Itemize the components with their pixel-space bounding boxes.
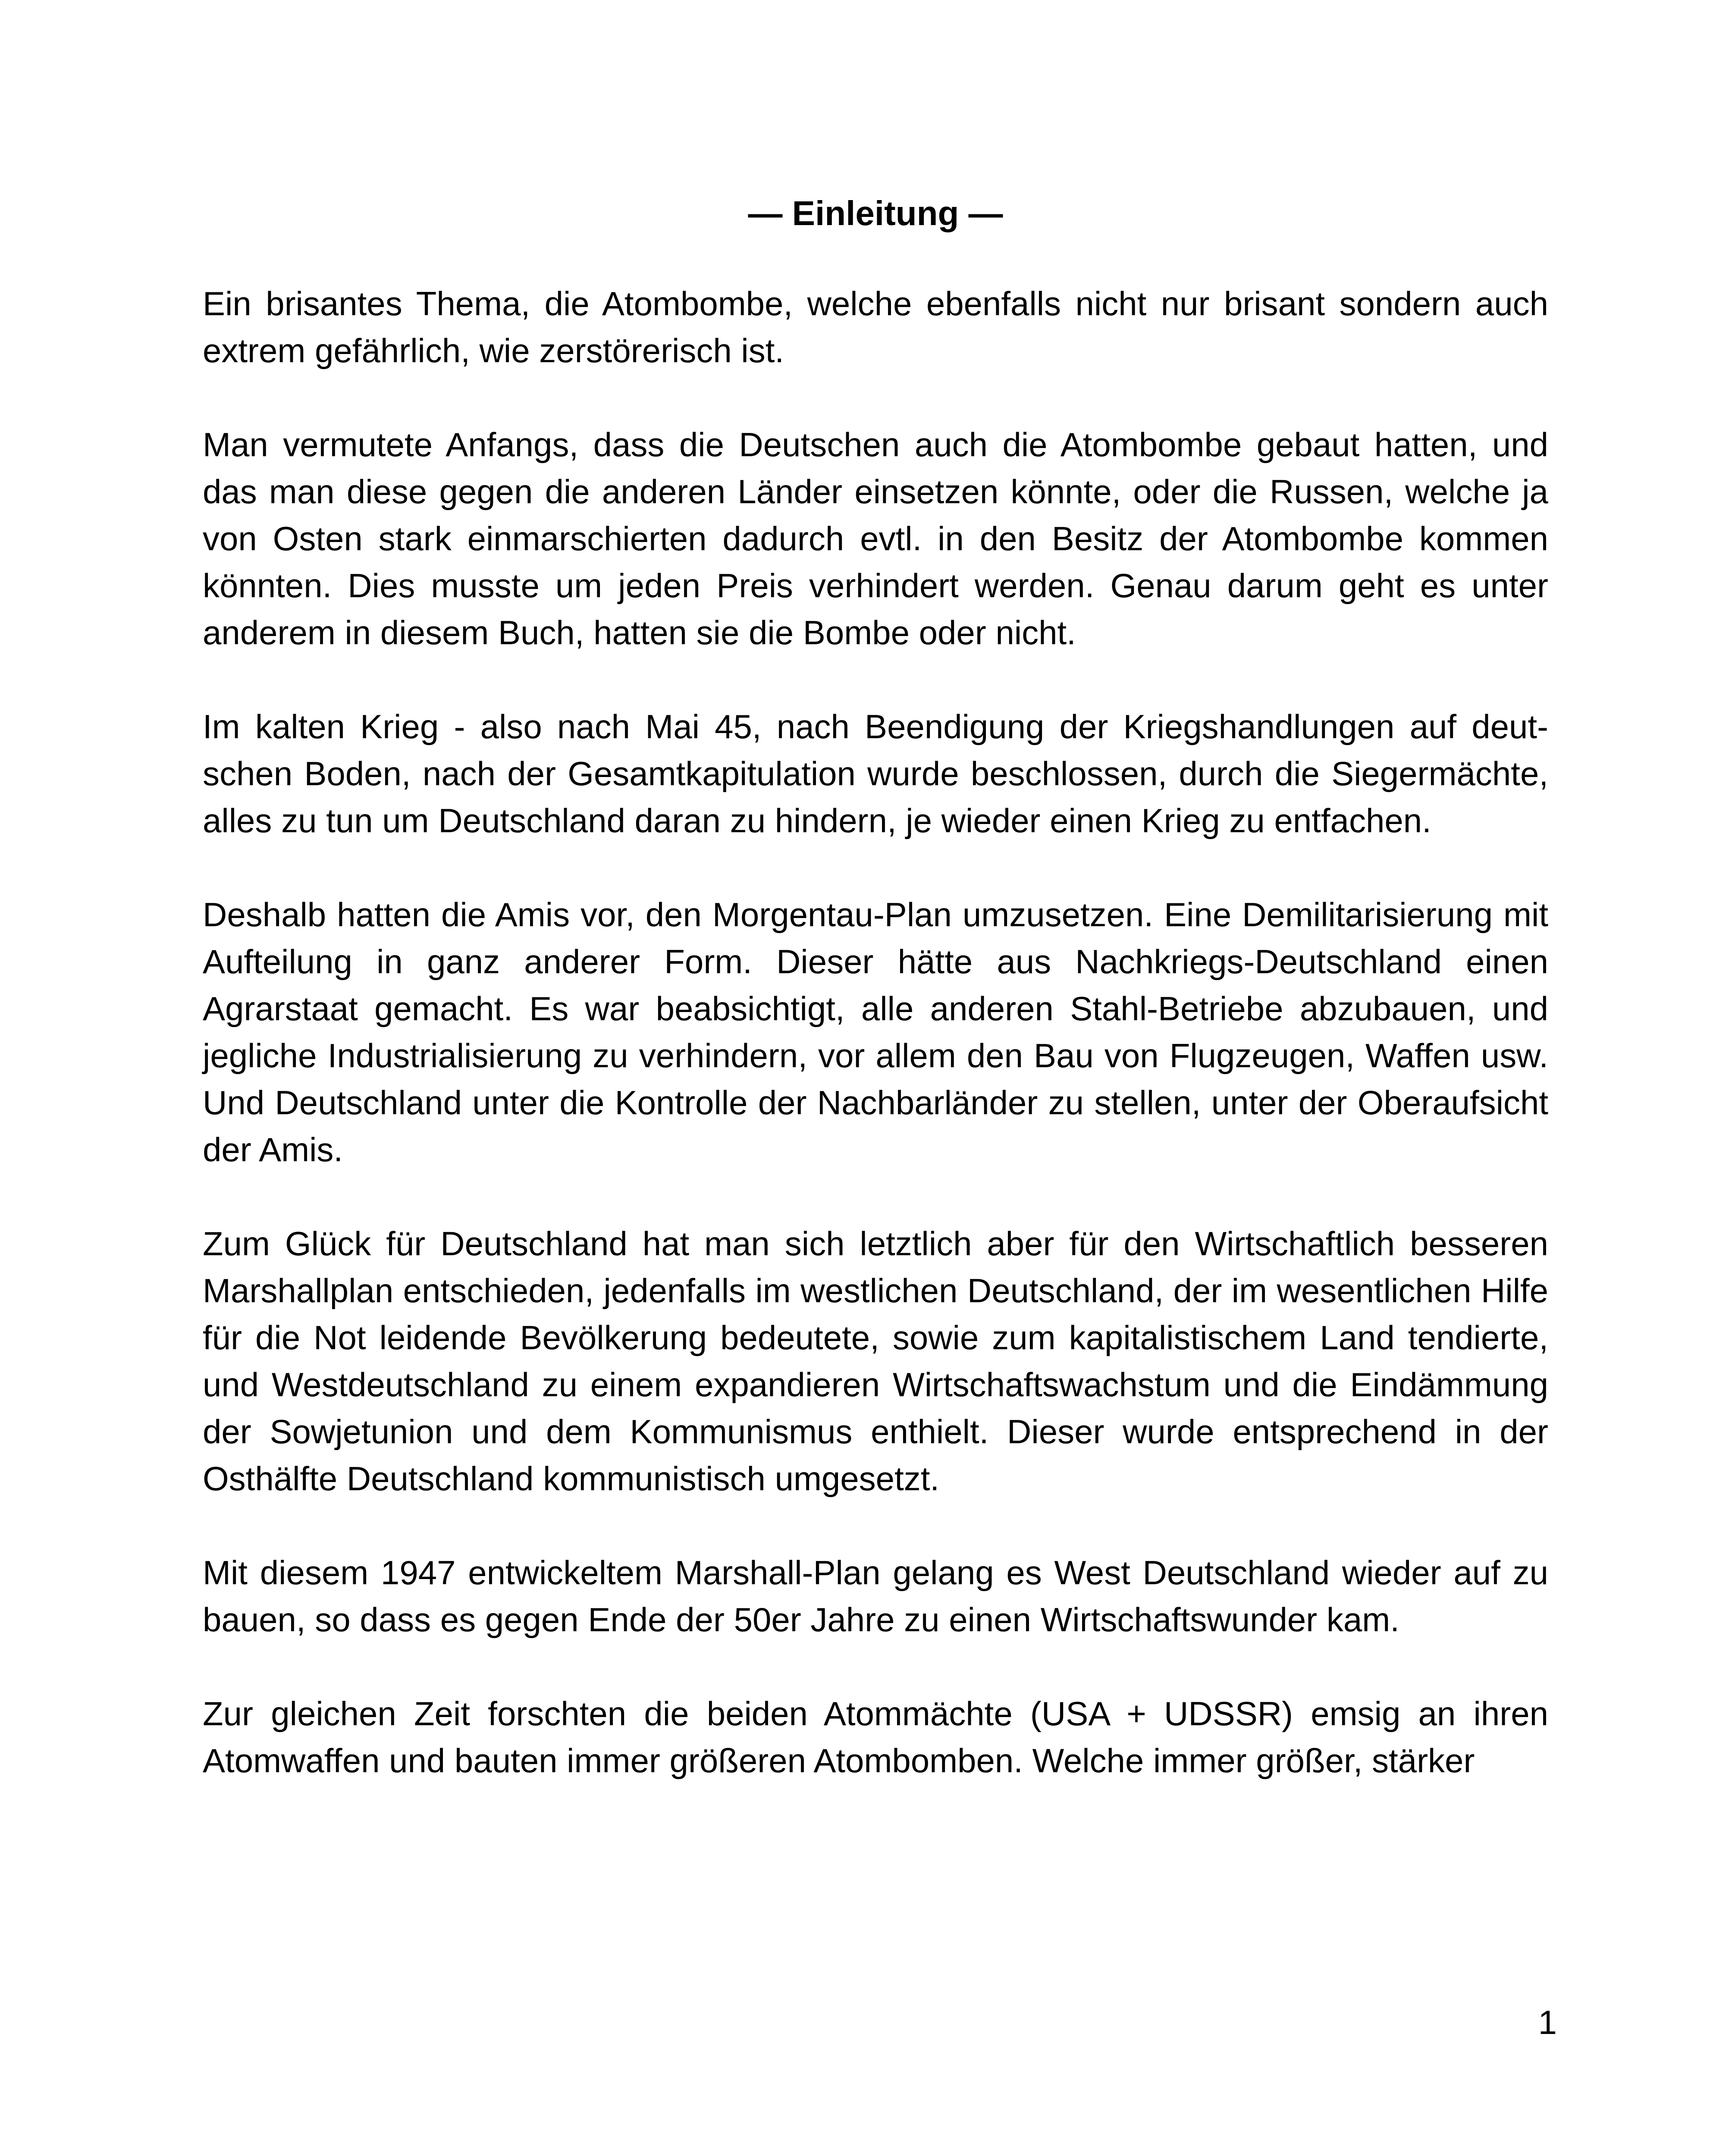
paragraph-5: Zum Glück für Deutschland hat man sich letztlich aber für den Wirtschaftlich besseren Marshallplan entschieden, jedenfalls im westlichen Deutschland, der im wesentlichen Hilfe für die Not leidende Bevölkerung bedeutete, sowie zum kapitalistischem Land tendierte, und Westdeutschland zu einem expandieren Wirtschaftswachstum und die Eindämmung der Sowjetunion und dem Kommunismus enthielt. Dieser wurde entsprechend in der Osthälfte Deutschland kommunistisch umgesetzt. — [203, 1225, 1548, 1498]
paragraph-6: Mit diesem 1947 entwickeltem Marshall-Plan gelang es West Deutschland wieder auf zu bauen, so dass es gegen Ende der 50er Jahre zu einen Wirtschaftswunder kam. — [203, 1554, 1548, 1639]
paragraph-1: Ein brisantes Thema, die Atombombe, welche ebenfalls nicht nur brisant sondern auch extrem gefährlich, wie zerstörerisch ist. — [203, 285, 1548, 370]
paragraph-3: Im kalten Krieg - also nach Mai 45, nach Beendigung der Kriegshandlungen auf deutschen Boden, nach der Gesamtkapitulation wurde beschlossen, durch die Siegermächte, alles zu tun um Deutschland daran zu hindern, je wieder einen Krieg zu entfachen. — [203, 708, 1548, 840]
paragraph-2: Man vermutete Anfangs, dass die Deutschen auch die Atombombe gebaut hatten, und das man diese gegen die anderen Länder einsetzen könnte, oder die Russen, welche ja von Osten stark einmarschierten dadurch evtl. in den Besitz der Atombombe kommen könnten. Dies musste um jeden Preis verhindert werden. Genau darum geht es unter anderem in diesem Buch, hatten sie die Bombe oder nicht. — [203, 426, 1548, 652]
chapter-heading: — Einleitung — — [748, 194, 1003, 232]
page-content — [203, 190, 1548, 1784]
paragraph-7: Zur gleichen Zeit forschten die beiden Atommächte (USA + UDSSR) emsig an ihren Atomwaffen und bauten immer größeren Atombomben. Welche immer größer, stärker — [203, 1695, 1548, 1780]
page-number: 1 — [1538, 2003, 1557, 2041]
paragraph-4: Deshalb hatten die Amis vor, den Morgentau-Plan umzusetzen. Eine Demilitarisierung mit Aufteilung in ganz anderer Form. Dieser hätte aus Nachkriegs-Deutschland einen Agrarstaat gemacht. Es war beabsichtigt, alle anderen Stahl-Betriebe abzubauen, und jegliche Industrialisierung zu verhindern, vor allem den Bau von Flugzeugen, Waffen usw. Und Deutschland unter die Kontrolle der Nachbarländer zu stellen, unter der Oberaufsicht der Amis. — [203, 896, 1548, 1169]
